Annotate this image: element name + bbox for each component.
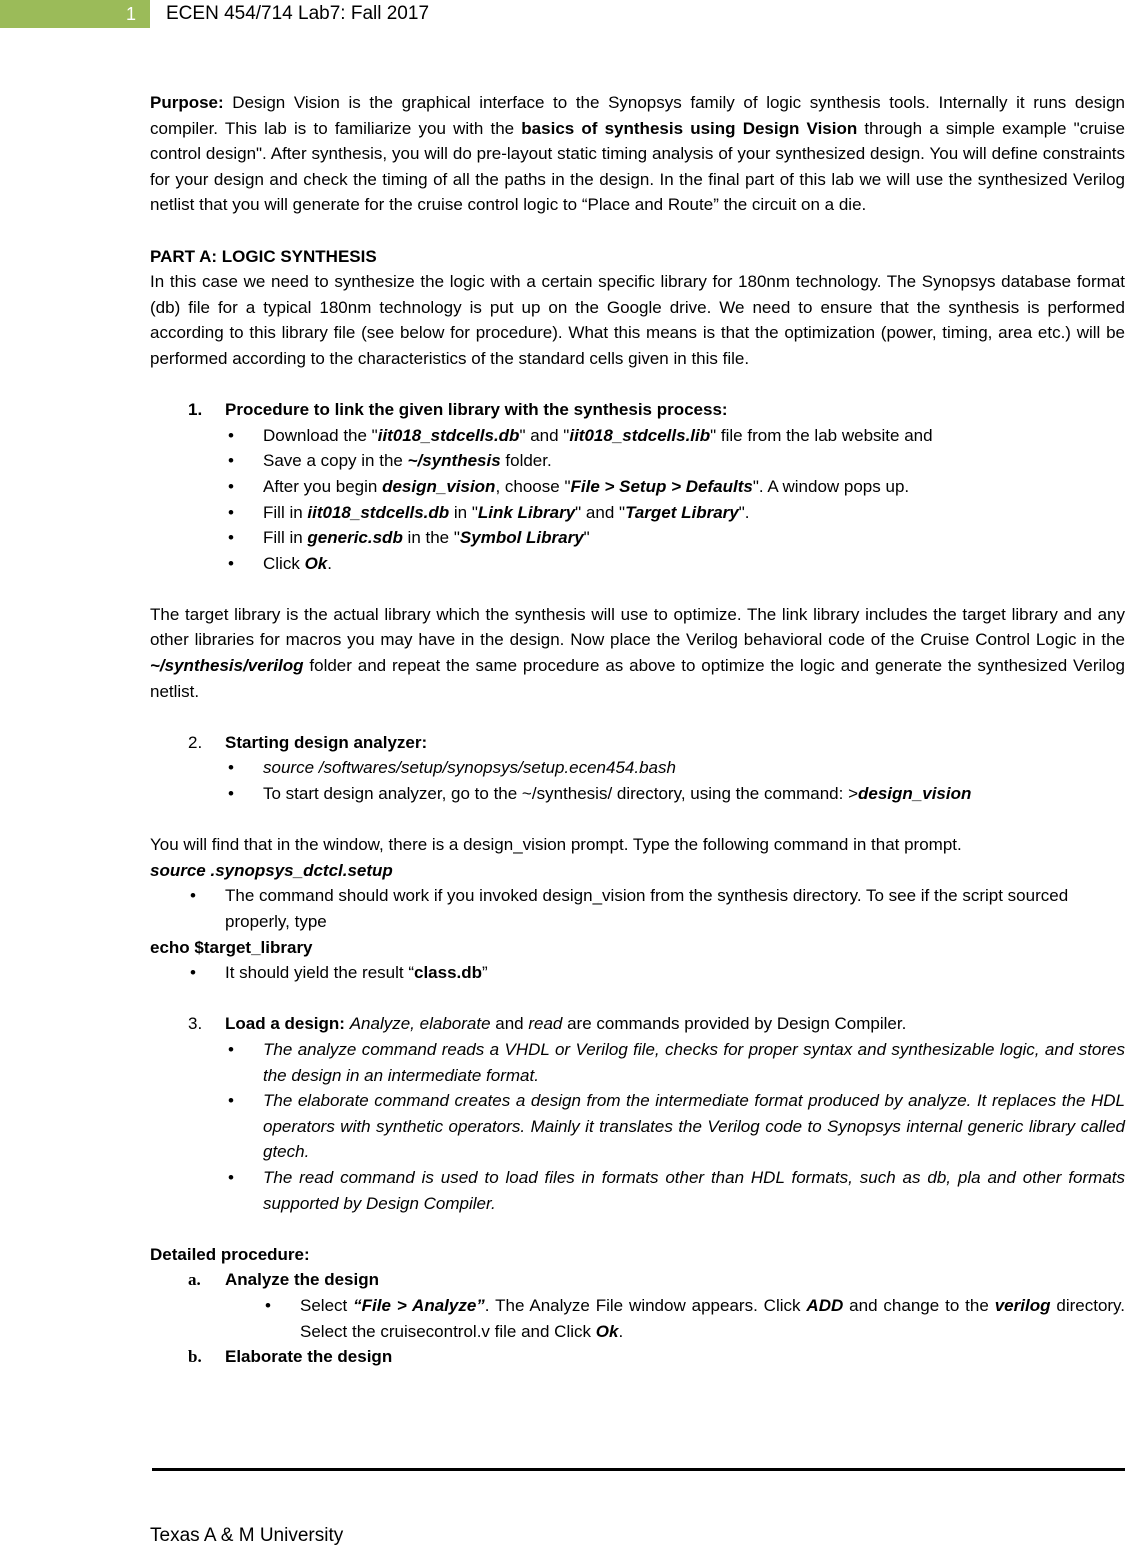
- list-item: • Download the "iit018_stdcells.db" and "iit018_stdcells.lib" file from the lab website and: [150, 423, 1125, 449]
- list-item: • The analyze command reads a VHDL or Verilog file, checks for proper syntax and synthesizable logic, and stores the design in an intermediate format.: [150, 1037, 1125, 1088]
- page-number-badge: 1: [0, 0, 150, 28]
- list-item: • Save a copy in the ~/synthesis folder.: [150, 448, 1125, 474]
- list-item: • Select “File > Analyze”. The Analyze File window appears. Click ADD and change to the verilog directory. Select the cruisecontrol.v file and Click Ok.: [150, 1293, 1125, 1344]
- list-item: • Fill in iit018_stdcells.db in "Link Library" and "Target Library".: [150, 500, 1125, 526]
- footer-divider: [152, 1468, 1125, 1471]
- sub-step-a: a. Analyze the design: [188, 1270, 379, 1290]
- list-item: • The command should work if you invoked design_vision from the synthesis directory. To see if the script sourced properly, type: [150, 883, 1125, 934]
- list-item: • The read command is used to load files in formats other than HDL formats, such as db, pla and other formats supported by Design Compiler.: [150, 1165, 1125, 1216]
- step-1-heading: 1. Procedure to link the given library with the synthesis process:: [188, 400, 728, 420]
- part-a-paragraph: In this case we need to synthesize the logic with a certain specific library for 180nm technology. The Synopsys database format (db) file for a typical 180nm technology is put up on the Google drive. We need to ensure that the synthesis is performed according to this library file (see below for procedure). What this means is that the optimization (power, timing, area etc.) will be performed according to the characteristics of the standard cells given in this file.: [150, 272, 1125, 368]
- purpose-paragraph: Purpose: Design Vision is the graphical interface to the Synopsys family of logic synthesis tools. Internally it runs design compiler. This lab is to familiarize you with the basics of synthesis using Design Vision through a simple example "cruise control design". After synthesis, you will do pre-layout static timing analysis of your synthesized design. You will define constraints for your design and check the timing of all the paths in the design. In the final part of this lab we will use the synthesized Verilog netlist that you will generate for the cruise control logic to “Place and Route” the circuit on a die.: [150, 93, 1125, 215]
- target-library-paragraph: The target library is the actual library which the synthesis will use to optimize. The link library includes the target library and any other libraries for macros you may have in the design. Now place the Verilog behavioral code of the Cruise Control Logic in the ~/synthesis/verilog folder and repeat the same procedure as above to optimize the logic and generate the synthesized Verilog netlist.: [150, 604, 1125, 701]
- list-item: • source /softwares/setup/synopsys/setup.ecen454.bash: [150, 755, 1125, 781]
- step-2-heading: 2. Starting design analyzer:: [188, 732, 428, 752]
- list-item: • To start design analyzer, go to the ~/synthesis/ directory, using the command: >design_vision: [150, 781, 1125, 807]
- list-item: • It should yield the result “class.db”: [150, 960, 1125, 986]
- detailed-procedure-heading: Detailed procedure:: [150, 1244, 310, 1264]
- list-item: • After you begin design_vision, choose "File > Setup > Defaults". A window pops up.: [150, 474, 1125, 500]
- source-command: source .synopsys_dctcl.setup: [150, 860, 393, 880]
- header-title: ECEN 454/714 Lab7: Fall 2017: [166, 3, 430, 24]
- step-3-heading: 3. Load a design: Analyze, elaborate and read are commands provided by Design Compiler.: [188, 1014, 907, 1034]
- list-item: • Fill in generic.sdb in the "Symbol Library": [150, 525, 1125, 551]
- echo-command: echo $target_library: [150, 937, 313, 957]
- purpose-label: Purpose:: [150, 93, 224, 112]
- part-a-heading: PART A: LOGIC SYNTHESIS: [150, 246, 377, 266]
- prompt-paragraph: You will find that in the window, there is a design_vision prompt. Type the following command in that prompt.: [150, 835, 962, 855]
- footer-university: Texas A & M University: [150, 1525, 344, 1546]
- document-body: [150, 90, 1125, 1370]
- sub-step-b: b. Elaborate the design: [188, 1347, 393, 1367]
- list-item: • The elaborate command creates a design from the intermediate format produced by analyze. It replaces the HDL operators with synthetic operators. Mainly it translates the Verilog code to Synopsys internal generic library called gtech.: [150, 1088, 1125, 1165]
- list-item: • Click Ok.: [150, 551, 1125, 577]
